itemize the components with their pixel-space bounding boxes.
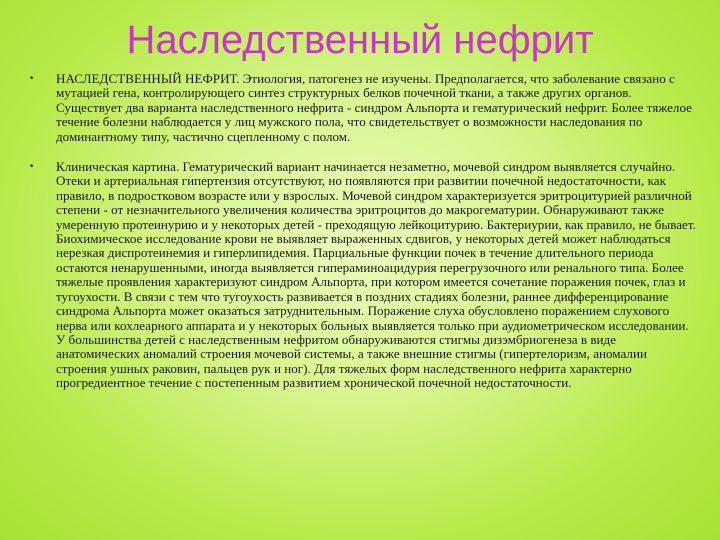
bullet-item-etiology bbox=[26, 72, 696, 144]
bullet-text-clinical-picture: Клиническая картина. Гематурический вариант начинается незаметно, мочевой синдром выявляется случайно. Отеки и артериальная гипертензия отсутствуют, но появляются при развитии почечной недостаточности, как правило, в подростковом возрасте или у взрослых. Мочевой синдром характеризуется эритроцитурией различной степени - от незначительного увеличения количества эритроцитов до макрогематурии. Обнаруживают также умеренную протеинурию и у некоторых детей - преходящую лейкоцитурию. Бактериурии, как правило, не бывает. Биохимическое исследование крови не выявляет выраженных сдвигов, у некоторых детей может наблюдаться нерезкая диспротеинемия и гиперлипидемия. Парциальные функции почек в течение длительного периода остаются ненарушенными, иногда выявляется гипераминоацидурия перегрузочного или ренального типа. Более тяжелые проявления характеризуют синдром Альпорта, при котором имеется сочетание поражения почек, глаз и тугоухости. В связи с тем что тугоухость развивается в поздних стадиях болезни, раннее дифференцирование синдрома Альпорта может оказаться затруднительным. Поражение слуха обусловлено поражением слухового нерва или кохлеарного аппарата и у некоторых больных выявляется только при аудиометрическом исследовании. У большинства детей с наследственным нефритом обнаруживаются стигмы дизэмбриогенеза в виде анатомических аномалий строения мочевой системы, а также внешние стигмы (гипертелоризм, аномалии строения ушных раковин, пальцев рук и ног). Для тяжелых форм наследственного нефрита характерно прогредиентное течение с постепенным развитием хронической почечной недостаточности. bbox=[56, 159, 696, 391]
bullet-icon: • bbox=[29, 162, 35, 173]
slide-title: Наследственный нефрит bbox=[126, 18, 594, 62]
bullet-list bbox=[26, 72, 696, 391]
bullet-item-clinical-picture bbox=[26, 160, 696, 391]
bullet-icon: • bbox=[29, 74, 35, 84]
bullet-text-etiology: НАСЛЕДСТВЕННЫЙ НЕФРИТ. Этиология, патогенез не изучены. Предполагается, что заболевание связано с мутацией гена, контролирующего синтез структурных белков почечной ткани, а также других органов. Существует два варианта наследственного нефрита - синдром Альпорта и гематурический нефрит. Более тяжелое течение болезни наблюдается у лиц мужского пола, что свидетельствует о возможности наследования по доминантному типу, частично сцепленному с полом. bbox=[56, 71, 692, 144]
